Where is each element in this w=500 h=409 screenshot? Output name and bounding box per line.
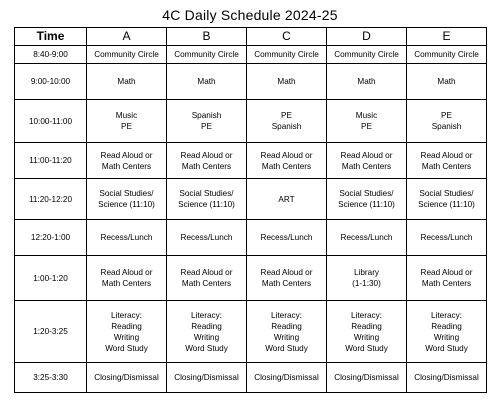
activity-text: Recess/Lunch [420, 233, 473, 242]
table-row [15, 64, 487, 100]
schedule-cell-b [167, 256, 247, 301]
day-header-c: C [247, 28, 327, 46]
activity-text: Writing [433, 332, 460, 342]
activity-text: ART [278, 194, 295, 204]
activity-text: Social Studies/ [179, 189, 234, 198]
time-slot-cell: 1:00-1:20 [15, 256, 87, 301]
schedule-cell-a [87, 256, 167, 301]
activity-text: Math Centers [101, 279, 152, 288]
schedule-cell-c [247, 64, 327, 100]
activity-text: Read Aloud or [260, 150, 313, 160]
activity-text: Reading [271, 321, 302, 331]
schedule-cell-e [407, 143, 487, 179]
table-row [15, 143, 487, 179]
activity-text: Closing/Dismissal [334, 373, 399, 382]
activity-text: Math Centers [101, 161, 152, 171]
activity-text: Read Aloud or [180, 150, 233, 160]
activity-text: Read Aloud or [340, 150, 393, 160]
activity-text: Read Aloud or [180, 268, 233, 277]
activity-text: Science (11:10) [98, 200, 155, 209]
schedule-cell-e [407, 301, 487, 363]
time-slot-cell: 11:00-11:20 [15, 143, 87, 179]
activity-text: Math [437, 77, 456, 86]
activity-text: Spanish [271, 122, 302, 131]
activity-text: Literacy: [431, 310, 462, 320]
schedule-cell-d [327, 143, 407, 179]
table-row [15, 100, 487, 143]
activity-text: Word Study [345, 343, 388, 353]
activity-text: Reading [191, 321, 222, 331]
activity-text: Recess/Lunch [260, 233, 313, 242]
time-slot-cell: 1:20-3:25 [15, 301, 87, 363]
schedule-cell-e [407, 179, 487, 220]
activity-text: Social Studies/ [339, 189, 394, 198]
activity-text: Science (11:10) [338, 200, 395, 209]
schedule-cell-b [167, 363, 247, 393]
schedule-cell-c [247, 46, 327, 64]
activity-text: PE [121, 122, 132, 131]
activity-text: Writing [353, 332, 380, 342]
day-header-b: B [167, 28, 247, 46]
activity-text: Science (11:10) [178, 200, 235, 209]
activity-text: Community Circle [414, 50, 479, 59]
activity-text: Recess/Lunch [100, 233, 153, 242]
time-slot-cell: 3:25-3:30 [15, 363, 87, 393]
schedule-cell-b [167, 301, 247, 363]
schedule-cell-a [87, 64, 167, 100]
schedule-cell-d [327, 100, 407, 143]
activity-text: Read Aloud or [100, 268, 153, 277]
header-row [15, 28, 487, 46]
activity-text: Math Centers [421, 279, 472, 288]
schedule-cell-e [407, 64, 487, 100]
activity-text: Social Studies/ [419, 189, 474, 198]
time-column-header: Time [15, 28, 87, 46]
activity-text: Closing/Dismissal [414, 373, 479, 382]
time-slot-cell: 9:00-10:00 [15, 64, 87, 100]
activity-text: Word Study [425, 343, 468, 353]
schedule-cell-c [247, 301, 327, 363]
activity-text: Literacy: [271, 310, 302, 320]
schedule-cell-e [407, 46, 487, 64]
activity-text: Recess/Lunch [340, 233, 393, 242]
activity-text: Writing [113, 332, 140, 342]
schedule-table [14, 27, 487, 393]
day-header-e: E [407, 28, 487, 46]
activity-text: Read Aloud or [260, 268, 313, 277]
schedule-body [15, 46, 487, 393]
activity-text: Math Centers [261, 279, 312, 288]
page-title: 4C Daily Schedule 2024-25 [162, 7, 338, 23]
schedule-cell-d [327, 64, 407, 100]
activity-text: Community Circle [334, 50, 399, 59]
activity-text: PE [441, 111, 452, 120]
activity-text: Math Centers [341, 161, 392, 171]
activity-text: Music [355, 111, 378, 120]
schedule-cell-c [247, 256, 327, 301]
activity-text: (1-1:30) [352, 279, 381, 288]
activity-text: Writing [193, 332, 220, 342]
activity-text: PE [201, 122, 212, 131]
table-row [15, 46, 487, 64]
schedule-cell-c [247, 179, 327, 220]
activity-text: Math Centers [181, 279, 232, 288]
schedule-cell-a [87, 363, 167, 393]
table-row [15, 179, 487, 220]
activity-text: Spanish [191, 111, 222, 120]
schedule-cell-d [327, 46, 407, 64]
schedule-cell-c [247, 143, 327, 179]
schedule-cell-e [407, 363, 487, 393]
schedule-cell-a [87, 46, 167, 64]
schedule-cell-b [167, 220, 247, 256]
time-slot-cell: 8:40-9:00 [15, 46, 87, 64]
schedule-cell-a [87, 179, 167, 220]
time-slot-cell: 11:20-12:20 [15, 179, 87, 220]
table-row [15, 220, 487, 256]
activity-text: Literacy: [351, 310, 382, 320]
table-row [15, 256, 487, 301]
activity-text: Read Aloud or [100, 150, 153, 160]
activity-text: Math [197, 77, 216, 86]
activity-text: Science (11:10) [418, 200, 475, 209]
schedule-cell-e [407, 256, 487, 301]
activity-text: Math Centers [261, 161, 312, 171]
activity-text: Closing/Dismissal [254, 373, 319, 382]
schedule-cell-b [167, 143, 247, 179]
table-row [15, 363, 487, 393]
activity-text: Literacy: [111, 310, 142, 320]
activity-text: Read Aloud or [420, 268, 473, 277]
schedule-cell-c [247, 100, 327, 143]
schedule-cell-d [327, 363, 407, 393]
schedule-cell-a [87, 220, 167, 256]
schedule-cell-b [167, 100, 247, 143]
schedule-cell-d [327, 220, 407, 256]
activity-text: Library [353, 268, 380, 277]
activity-text: Reading [111, 321, 142, 331]
activity-text: Spanish [431, 122, 462, 131]
table-row [15, 301, 487, 363]
schedule-cell-d [327, 179, 407, 220]
schedule-cell-e [407, 220, 487, 256]
time-slot-cell: 10:00-11:00 [15, 100, 87, 143]
activity-text: Math Centers [421, 161, 472, 171]
schedule-cell-c [247, 220, 327, 256]
time-slot-cell: 12:20-1:00 [15, 220, 87, 256]
schedule-cell-b [167, 64, 247, 100]
schedule-cell-e [407, 100, 487, 143]
activity-text: Math [117, 77, 136, 86]
activity-text: Closing/Dismissal [174, 373, 239, 382]
schedule-cell-c [247, 363, 327, 393]
schedule-cell-b [167, 179, 247, 220]
activity-text: Word Study [185, 343, 228, 353]
activity-text: Social Studies/ [99, 189, 154, 198]
activity-text: PE [361, 122, 372, 131]
schedule-cell-b [167, 46, 247, 64]
activity-text: Community Circle [174, 50, 239, 59]
activity-text: Music [115, 111, 138, 120]
schedule-cell-d [327, 256, 407, 301]
activity-text: Writing [273, 332, 300, 342]
activity-text: Community Circle [94, 50, 159, 59]
day-header-d: D [327, 28, 407, 46]
schedule-cell-a [87, 100, 167, 143]
activity-text: Math [277, 77, 296, 86]
activity-text: Word Study [105, 343, 148, 353]
activity-text: Reading [351, 321, 382, 331]
activity-text: Community Circle [254, 50, 319, 59]
activity-text: Math [357, 77, 376, 86]
schedule-cell-a [87, 301, 167, 363]
activity-text: Math Centers [181, 161, 232, 171]
activity-text: Read Aloud or [420, 150, 473, 160]
schedule-cell-d [327, 301, 407, 363]
activity-text: Closing/Dismissal [94, 373, 159, 382]
activity-text: Literacy: [191, 310, 222, 320]
activity-text: Recess/Lunch [180, 233, 233, 242]
activity-text: PE [281, 111, 292, 120]
activity-text: Reading [431, 321, 462, 331]
activity-text: Word Study [265, 343, 308, 353]
day-header-a: A [87, 28, 167, 46]
schedule-cell-a [87, 143, 167, 179]
